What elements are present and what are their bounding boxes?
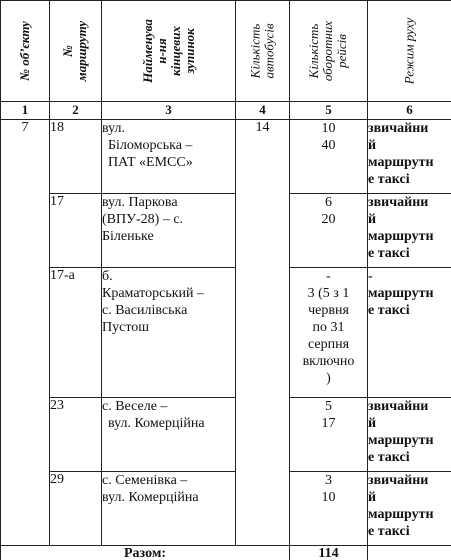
table-row xyxy=(1,194,451,268)
trip-count-cell: 10 40 xyxy=(290,120,368,194)
trip-count-cell: 6 20 xyxy=(290,194,368,268)
column-number: 3 xyxy=(102,102,236,120)
header-trip-count: Кількість оборотних рейсів xyxy=(290,1,368,102)
bus-count-cell: 14 xyxy=(236,120,290,546)
total-row xyxy=(1,546,451,560)
traffic-mode-cell: звичайни й маршрутн е таксі xyxy=(368,194,451,268)
header-bus-count: Кількість автобусів xyxy=(236,1,290,102)
table-row xyxy=(1,268,451,398)
route-number-cell: 17-а xyxy=(50,268,102,398)
header-row xyxy=(1,1,451,102)
terminal-stops-cell: с. Веселе – вул. Комерційна xyxy=(102,398,236,472)
column-number: 6 xyxy=(368,102,451,120)
traffic-mode-cell: - маршрутн е таксі xyxy=(368,268,451,398)
traffic-mode-cell: звичайни й маршрутн е таксі xyxy=(368,398,451,472)
column-number: 2 xyxy=(50,102,102,120)
column-number: 4 xyxy=(236,102,290,120)
terminal-stops-cell: с. Семенівка – вул. Комерційна xyxy=(102,472,236,546)
object-number-cell: 7 xyxy=(1,120,50,546)
terminal-stops-cell: б. Краматорський – с. Василівська Пустош xyxy=(102,268,236,398)
header-terminal-stops: Найменува н-ня кінцевих зупинок xyxy=(102,1,236,102)
total-trips: 114 xyxy=(290,546,368,560)
trip-count-cell: - 3 (5 з 1 червня по 31 серпня включно ) xyxy=(290,268,368,398)
table-row xyxy=(1,398,451,472)
route-number-cell: 29 xyxy=(50,472,102,546)
column-number-row xyxy=(1,102,451,120)
route-number-cell: 18 xyxy=(50,120,102,194)
terminal-stops-cell: вул. Паркова (ВПУ-28) – с. Біленьке xyxy=(102,194,236,268)
header-object-number: № об’єкту xyxy=(1,1,50,102)
traffic-mode-cell: звичайни й маршрутн е таксі xyxy=(368,472,451,546)
column-number: 1 xyxy=(1,102,50,120)
trip-count-cell: 3 10 xyxy=(290,472,368,546)
route-number-cell: 17 xyxy=(50,194,102,268)
route-number-cell: 23 xyxy=(50,398,102,472)
terminal-stops-cell: вул. Біломорська – ПАТ «ЕМСС» xyxy=(102,120,236,194)
header-traffic-mode: Режим руху xyxy=(368,1,451,102)
total-empty-cell xyxy=(368,546,451,560)
traffic-mode-cell: звичайни й маршрутн е таксі xyxy=(368,120,451,194)
total-label: Разом: xyxy=(1,546,290,560)
table-row xyxy=(1,472,451,546)
table-row xyxy=(1,120,451,194)
trip-count-cell: 5 17 xyxy=(290,398,368,472)
column-number: 5 xyxy=(290,102,368,120)
header-route-number: № маршруту xyxy=(50,1,102,102)
